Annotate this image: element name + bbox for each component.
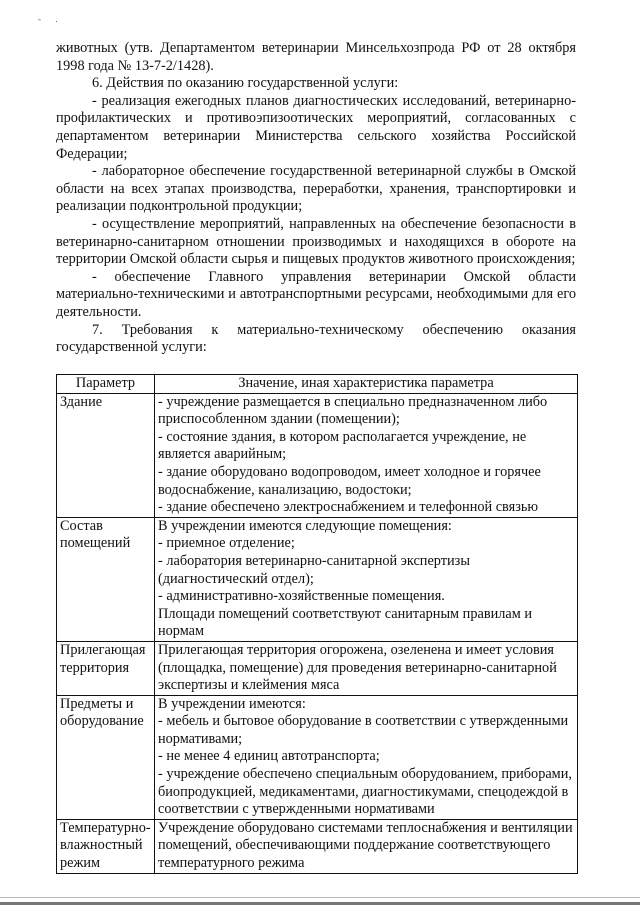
value-line: Прилегающая территория огорожена, озеленена и имеет условия (площадка, помещение) для проведения ветеринарно-санитарной экспертизы и клеймения мяса (158, 641, 557, 694)
scan-mark: - . (38, 14, 64, 24)
value-line: - мебель и бытовое оборудование в соответствии с утвержденными нормативами; (158, 713, 569, 747)
value-line: - учреждение размещается в специально предназначенном либо приспособленном здании (помещении); (158, 393, 548, 428)
value-line: - лаборатория ветеринарно-санитарной экспертизы (диагностический отдел); (158, 552, 470, 587)
value-line: - состояние здания, в котором располагается учреждение, не является аварийным; (158, 428, 527, 463)
paragraph: - реализация ежегодных планов диагностических исследований, ветеринарно-профилактических и противоэпизоотических мероприятий, согласованных с департаментом ветеринарии Министерства сельского хозяйства Российской Федерации; (56, 92, 576, 162)
paragraph: - осуществление мероприятий, направленных на обеспечение безопасности в ветеринарно-санитарном отношении производимых и находящихся в обороте на территории Омской области сырья и пищевых продуктов животного происхождения; (56, 215, 576, 268)
table-row (57, 517, 578, 641)
table-row (57, 819, 578, 873)
value-cell (155, 393, 578, 517)
body-text (56, 40, 576, 357)
paragraph: - лабораторное обеспечение государственной ветеринарной службы в Омской области на всех этапах производства, переработки, хранения, транспортировки и реализации подконтрольной продукции; (56, 163, 576, 215)
param-cell: Здание (57, 393, 155, 517)
value-line: Площади помещений соответствуют санитарным правилам и нормам (158, 605, 532, 640)
scan-edge-line (0, 897, 640, 898)
value-line: Учреждение оборудовано системами теплоснабжения и вентиляции помещений, обеспечивающими поддержание соответствующего температурного режима (158, 819, 573, 872)
value-cell (155, 819, 578, 873)
value-line: В учреждении имеются: (158, 695, 306, 712)
value-cell (155, 641, 578, 695)
value-line: - административно-хозяйственные помещения. (158, 588, 445, 605)
value-line: - учреждение обеспечено специальным оборудованием, приборами, биопродукцией, медикаментами, диагностикумами, спецодеждой в соответствии с утвержденными нормативами (158, 766, 572, 818)
value-line: - не менее 4 единиц автотранспорта; (158, 748, 380, 765)
value-line: - здание оборудовано водопроводом, имеет холодное и горячее водоснабжение, канализацию, водостоки; (158, 463, 541, 498)
table-row (57, 641, 578, 695)
value-line: В учреждении имеются следующие помещения: (158, 517, 452, 534)
param-cell: Прилегающая территория (57, 641, 155, 695)
paragraph: - обеспечение Главного управления ветеринарии Омской области материально-техническими и автотранспортными ресурсами, необходимыми для его деятельности. (56, 268, 576, 320)
table-row (57, 393, 578, 517)
column-header-parameter: Параметр (57, 375, 155, 394)
value-cell (155, 695, 578, 819)
param-cell: Состав помещений (57, 517, 155, 641)
table-header-row (57, 375, 578, 394)
paragraph: животных (утв. Департаментом ветеринарии Минсельхозпрода РФ от 28 октября 1998 года № 13-7-2/1428). (56, 40, 576, 74)
requirements-table (56, 374, 578, 874)
value-line: - приемное отделение; (158, 535, 295, 552)
column-header-value: Значение, иная характеристика параметра (155, 375, 578, 394)
table-row (57, 695, 578, 819)
value-cell (155, 517, 578, 641)
value-line: - здание обеспечено электроснабжением и телефонной связью (158, 499, 539, 516)
section-heading-7: 7. Требования к материально-техническому обеспечению оказания государственной услуги: (56, 321, 576, 356)
param-cell: Температурно-влажностный режим (57, 819, 155, 873)
section-heading-6: 6. Действия по оказанию государственной услуги: (92, 75, 399, 92)
param-cell: Предметы и оборудование (57, 695, 155, 819)
